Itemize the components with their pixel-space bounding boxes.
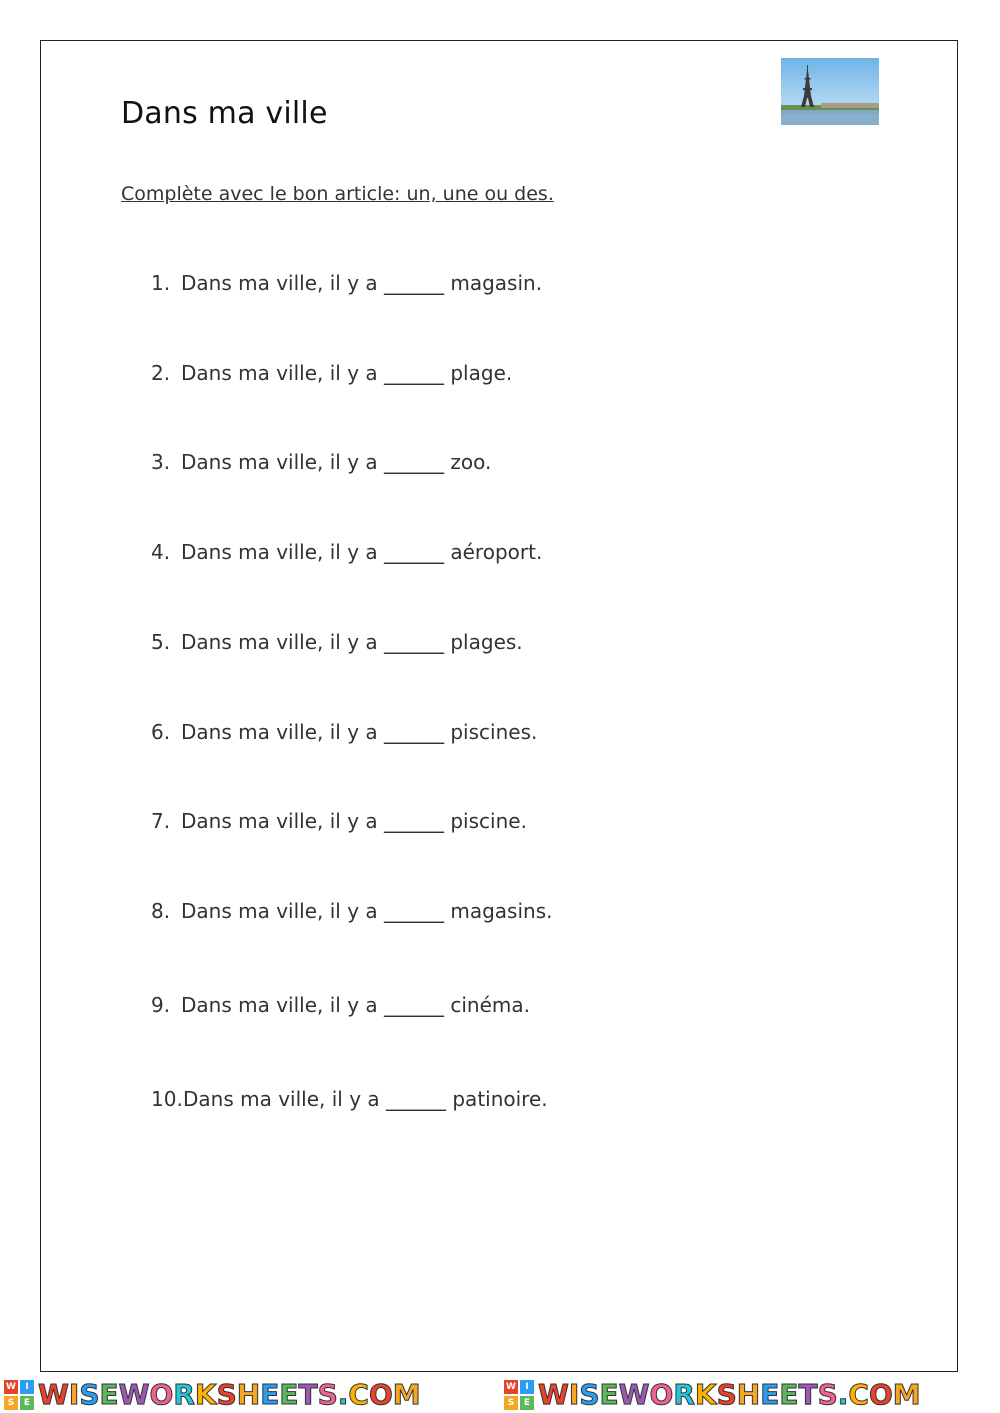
watermark-letter: W [118,1378,150,1411]
watermark-letter: H [236,1378,261,1411]
item-sentence: Dans ma ville, il y a ______ plage. [181,361,513,385]
item-sentence: Dans ma ville, il y a ______ piscine. [181,809,527,833]
watermark-text [538,1378,921,1411]
watermark-letter: T [798,1378,818,1411]
watermark-letter: H [736,1378,761,1411]
watermark-letter: T [298,1378,318,1411]
watermark-letter: R [173,1378,195,1411]
item-sentence: Dans ma ville, il y a ______ zoo. [181,450,492,474]
watermark-footer [0,1376,1000,1413]
item-number: 6. [151,720,171,744]
watermark-letter: S [579,1378,600,1411]
exercise-item-9 [151,993,530,1017]
watermark-letter: E [279,1378,299,1411]
item-sentence: Dans ma ville, il y a ______ plages. [181,630,523,654]
item-number: 4. [151,540,171,564]
watermark-letter: C [348,1378,369,1411]
watermark-letter: E [599,1378,619,1411]
eiffel-tower-photo [781,58,879,125]
watermark-letter: E [99,1378,119,1411]
watermark-letter: K [194,1378,217,1411]
item-number: 1. [151,271,171,295]
logo-letter: I [520,1380,534,1394]
item-sentence: Dans ma ville, il y a ______ magasin. [181,271,543,295]
watermark-letter: O [649,1378,674,1411]
worksheet-page [40,40,958,1372]
item-number: 3. [151,450,171,474]
watermark-letter: O [149,1378,174,1411]
item-number: 8. [151,899,171,923]
watermark-letter: E [779,1378,799,1411]
exercise-item-3 [151,450,491,474]
watermark-letter: S [216,1378,237,1411]
watermark-letter: M [392,1378,421,1411]
item-sentence: Dans ma ville, il y a ______ aéroport. [181,540,543,564]
logo-letter: S [4,1396,18,1410]
watermark-letter: S [79,1378,100,1411]
page-title: Dans ma ville [121,96,328,131]
watermark-letter: S [317,1378,338,1411]
logo-letter: S [504,1396,518,1410]
exercise-item-5 [151,630,523,654]
watermark-letter: M [892,1378,921,1411]
watermark-letter: O [368,1378,393,1411]
watermark-letter: O [868,1378,893,1411]
exercise-item-4 [151,540,542,564]
exercise-item-6 [151,720,537,744]
logo-letter: E [20,1396,34,1410]
logo-grid-icon [504,1380,534,1410]
watermark-text [38,1378,421,1411]
exercise-item-8 [151,899,552,923]
item-number: 5. [151,630,171,654]
logo-grid-icon [4,1380,34,1410]
watermark-letter: S [716,1378,737,1411]
logo-letter: E [520,1396,534,1410]
item-sentence: Dans ma ville, il y a ______ piscines. [181,720,538,744]
watermark-letter: . [837,1378,849,1411]
watermark-letter: W [38,1378,69,1411]
exercise-item-10 [151,1087,548,1111]
logo-letter: I [20,1380,34,1394]
item-sentence: Dans ma ville, il y a ______ patinoire. [183,1087,548,1111]
watermark-letter: W [618,1378,650,1411]
item-number: 9. [151,993,171,1017]
watermark-logo [4,1378,421,1412]
exercise-item-2 [151,361,512,385]
watermark-letter: E [260,1378,280,1411]
logo-letter: W [4,1380,18,1394]
item-number: 7. [151,809,171,833]
watermark-logo [504,1378,921,1412]
watermark-letter: I [568,1378,580,1411]
logo-letter: W [504,1380,518,1394]
watermark-letter: W [538,1378,569,1411]
instruction-text: Complète avec le bon article: un, une ou des. [121,183,554,205]
item-number: 2. [151,361,171,385]
item-sentence: Dans ma ville, il y a ______ magasins. [181,899,553,923]
exercise-item-7 [151,809,527,833]
watermark-letter: . [337,1378,349,1411]
exercise-item-1 [151,271,542,295]
watermark-letter: R [673,1378,695,1411]
watermark-letter: K [694,1378,717,1411]
watermark-letter: E [760,1378,780,1411]
watermark-letter: C [848,1378,869,1411]
item-sentence: Dans ma ville, il y a ______ cinéma. [181,993,530,1017]
item-number: 10. [151,1087,183,1111]
watermark-letter: I [68,1378,80,1411]
watermark-letter: S [817,1378,838,1411]
